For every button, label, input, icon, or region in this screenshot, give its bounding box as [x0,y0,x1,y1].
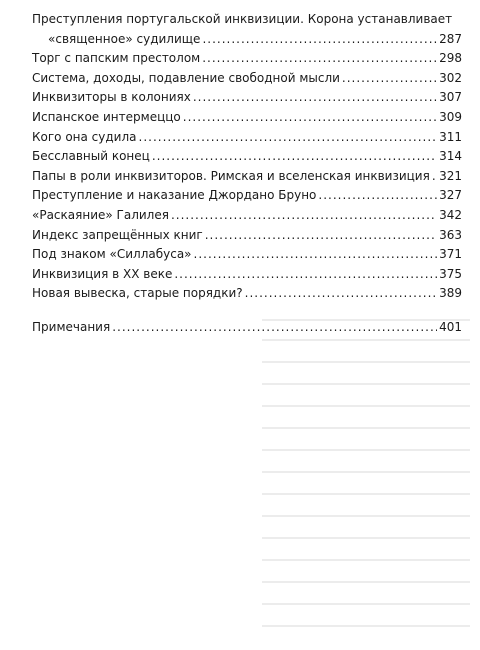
toc-entry [32,88,462,108]
toc-entry [32,147,462,167]
toc-entry-notes [32,318,462,338]
toc-entry-page: 371 [439,247,462,262]
toc-entry [32,128,462,148]
toc-leader-dots [183,108,437,128]
toc-entry-page: 401 [439,319,462,334]
table-of-contents [32,10,462,338]
toc-leader-dots [432,167,437,187]
toc-entry [32,245,462,265]
toc-entry [32,10,462,49]
toc-entry-title: Инквизиторы в колониях [32,90,191,105]
toc-entry-page: 298 [439,51,462,66]
toc-entry-page: 321 [439,168,462,183]
toc-entry-page: 309 [439,109,462,124]
toc-leader-dots [174,265,437,285]
toc-entry [32,284,462,304]
toc-entry-title: Папы в роли инквизиторов. Римская и вселенская инквизиция [32,168,430,183]
toc-entry [32,49,462,69]
toc-entry-title: Торг с папским престолом [32,51,201,66]
toc-entry-title: Кого она судила [32,129,137,144]
toc-leader-dots [342,69,437,89]
toc-entry-page: 327 [439,188,462,203]
toc-entry-page: 287 [439,31,462,46]
toc-entry-title: Инквизиция в XX веке [32,266,173,281]
toc-entry-title: Испанское интермеццо [32,109,181,124]
toc-entry-page: 342 [439,207,462,222]
toc-leader-dots [245,284,437,304]
toc-entry [32,186,462,206]
toc-leader-dots [205,226,437,246]
toc-entry-title: Бесславный конец [32,149,150,164]
toc-entry [32,108,462,128]
toc-entry-page: 363 [439,227,462,242]
toc-entry-title: Индекс запрещённых книг [32,227,203,242]
toc-entry-page: 311 [439,129,462,144]
toc-leader-dots [193,88,437,108]
toc-entry [32,206,462,226]
toc-leader-dots [194,245,438,265]
toc-entry-title: Новая вывеска, старые порядки? [32,286,243,301]
toc-leader-dots [112,318,437,338]
toc-entry [32,226,462,246]
toc-leader-dots [152,147,437,167]
toc-entry [32,265,462,285]
toc-entry-title: Система, доходы, подавление свободной мысли [32,70,340,85]
toc-leader-dots [318,186,437,206]
toc-leader-dots [202,30,437,50]
toc-entry-title: Под знаком «Силлабуса» [32,247,192,262]
toc-entry-title-line2: «священное» судилище [48,31,201,46]
toc-leader-dots [139,128,438,148]
toc-entry [32,167,462,187]
toc-entry-page: 307 [439,90,462,105]
toc-leader-dots [202,49,437,69]
toc-entry [32,69,462,89]
toc-entry-page: 389 [439,286,462,301]
toc-entry-title: «Раскаяние» Галилея [32,207,169,222]
toc-entry-page: 314 [439,149,462,164]
toc-entry-title-line1: Преступления португальской инквизиции. Корона устанавливает [32,12,453,26]
toc-leader-dots [171,206,437,226]
toc-entry-page: 375 [439,266,462,281]
toc-entry-title: Примечания [32,319,111,334]
toc-entry-title: Преступление и наказание Джордано Бруно [32,188,317,203]
toc-entry-page: 302 [439,70,462,85]
